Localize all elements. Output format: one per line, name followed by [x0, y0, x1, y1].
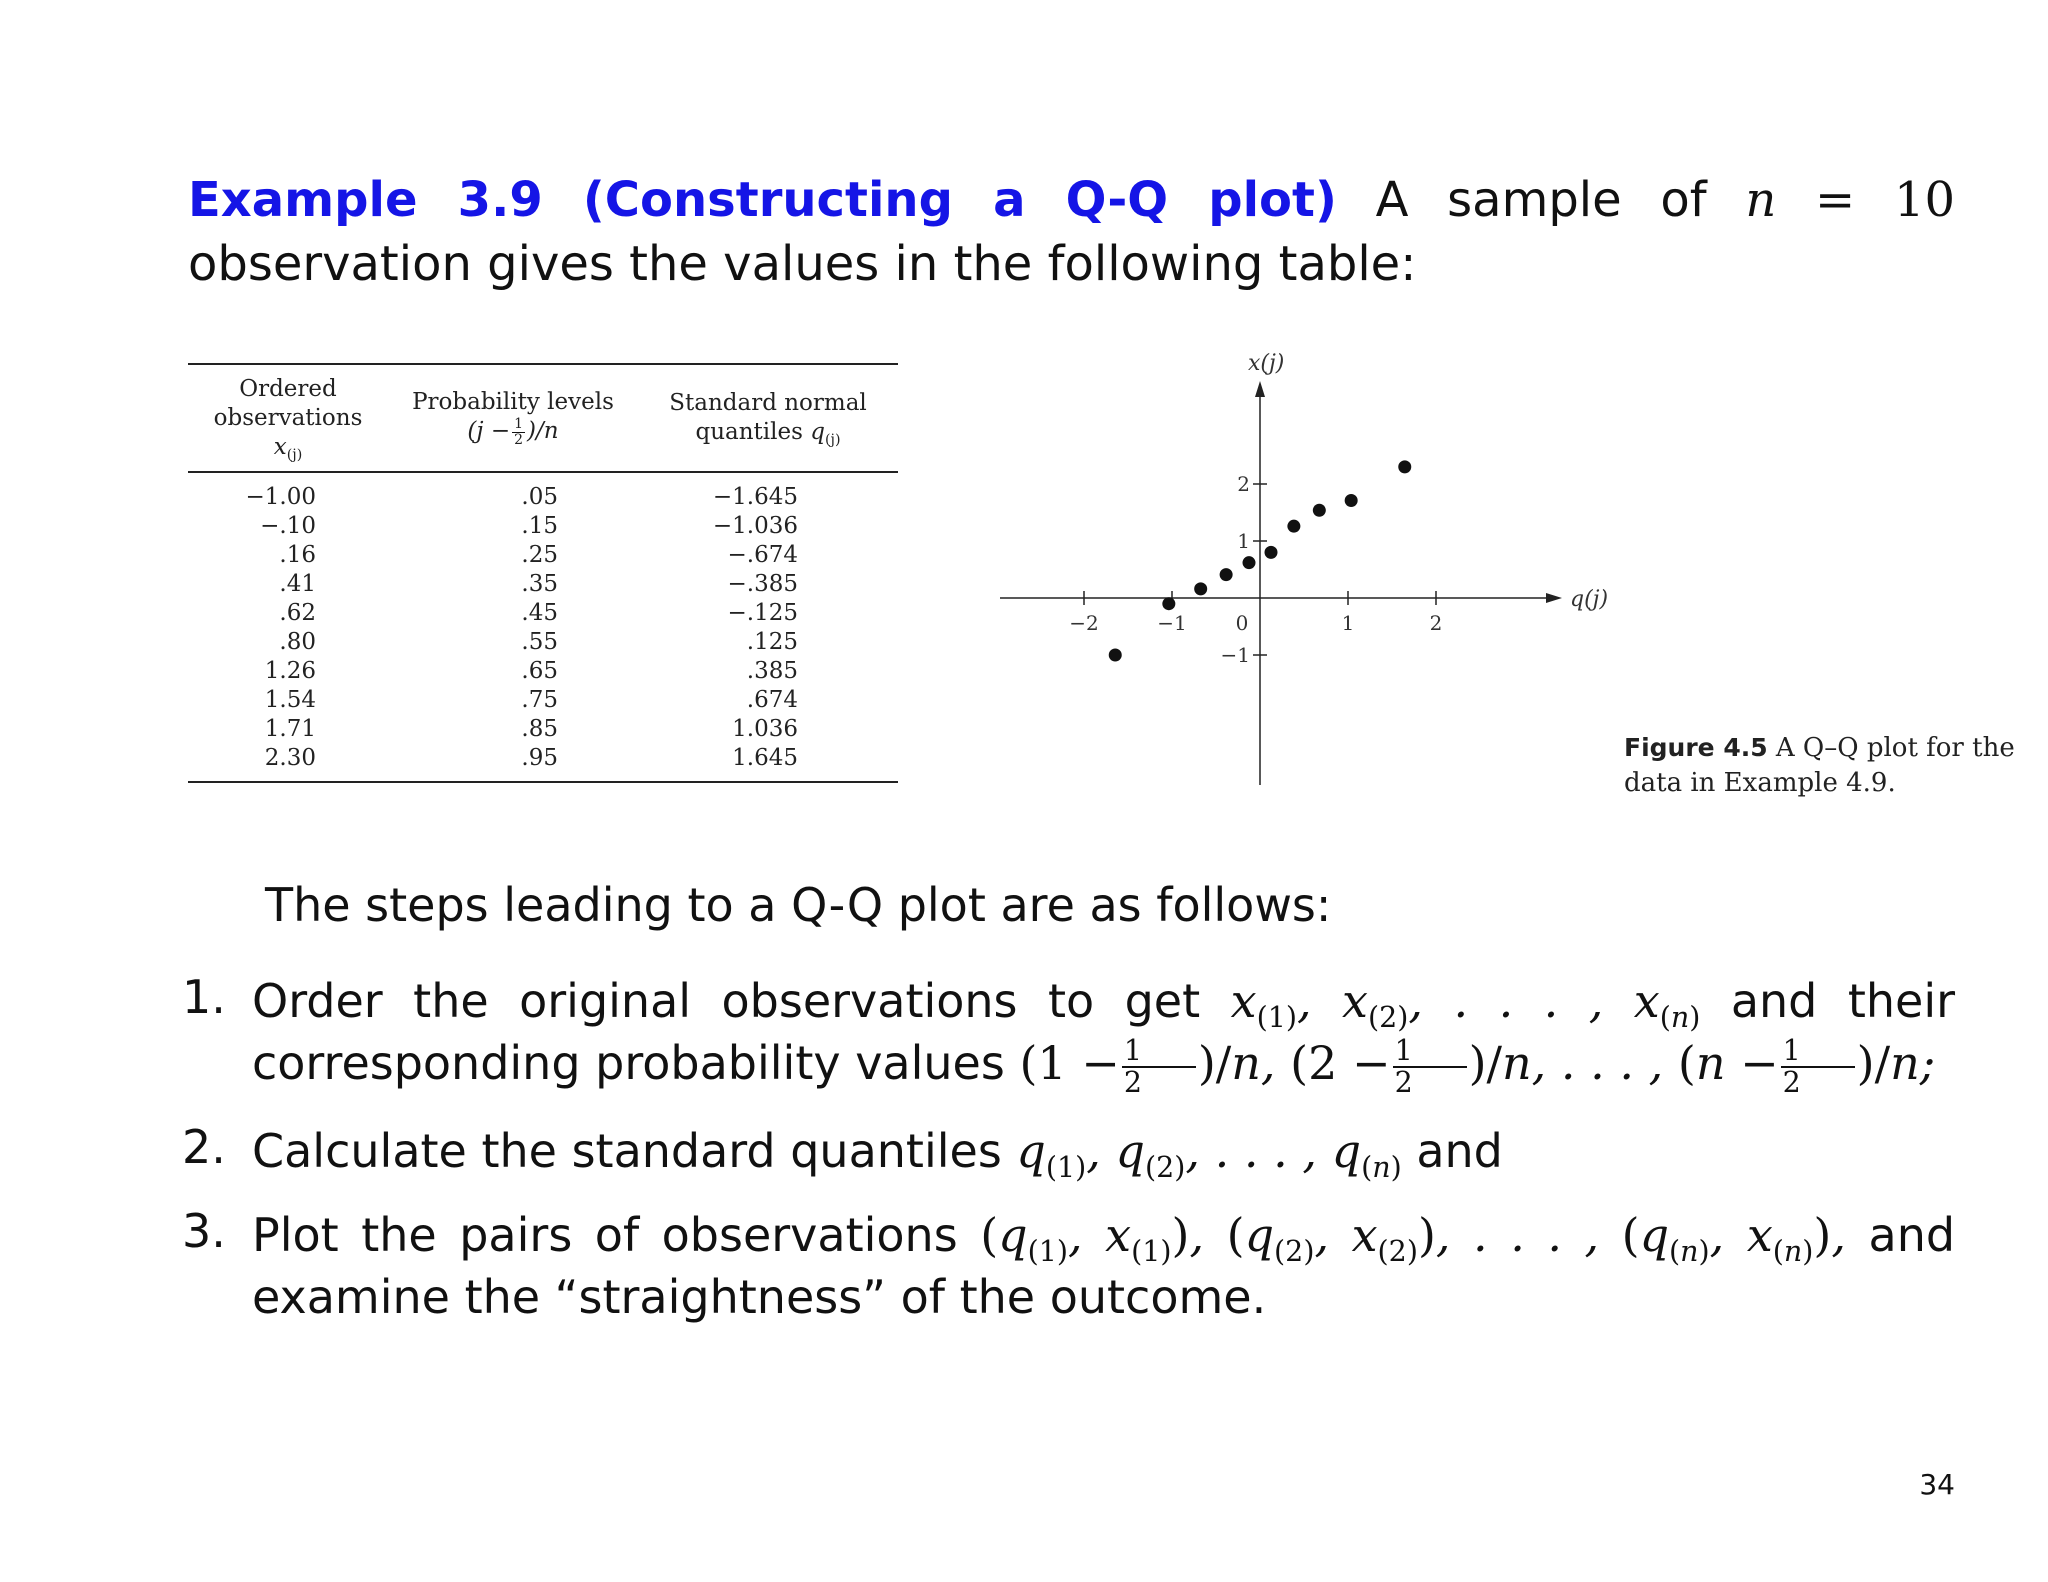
table-cell: −1.036	[712, 513, 798, 539]
heading-text-after: observation gives the values in the following table:	[188, 236, 1417, 292]
steps-intro: The steps leading to a Q-Q plot are as follows:	[265, 878, 1332, 932]
n-symbol: n	[1745, 172, 1777, 228]
table-cell: .45	[521, 600, 558, 626]
data-point	[1109, 649, 1122, 662]
table-cell: .16	[279, 542, 316, 568]
table-cell: .674	[746, 687, 798, 713]
y-tick-label: 1	[1237, 529, 1250, 553]
table-cell: .80	[279, 629, 316, 655]
table-cell: .62	[279, 600, 316, 626]
table-cell: .385	[746, 658, 798, 684]
x-tick-label: −1	[1157, 611, 1187, 635]
figure-caption	[1624, 730, 2024, 801]
table-row	[188, 570, 898, 599]
table-cell: .41	[279, 571, 316, 597]
table-cell: −.125	[727, 600, 798, 626]
x-tick-label: 0	[1235, 611, 1249, 635]
table-cell: 1.26	[264, 658, 316, 684]
table-cell: .25	[521, 542, 558, 568]
step-number: 1.	[182, 970, 226, 1024]
caption-text: A Q–Q plot for the data in Example 4.9.	[1624, 733, 2015, 798]
y-axis-label: x(j)	[1248, 351, 1285, 376]
col1-header: Ordered observations $x_{(j)}$	[213, 375, 363, 463]
y-tick-label: 2	[1237, 472, 1250, 496]
step-2: 2. Calculate the standard quantiles $q_{(1)}$, $q_{(2)}$, . . . , $q_{(n)}$ and	[182, 1119, 1503, 1184]
table-row	[188, 512, 898, 541]
x-axis-arrow	[1546, 593, 1562, 603]
step-number: 3.	[182, 1203, 226, 1258]
x-tick-label: 1	[1341, 611, 1355, 635]
col3-header: Standard normal quantiles $q_{(j)}$	[669, 390, 867, 448]
table-body	[188, 473, 898, 781]
data-point	[1220, 568, 1233, 581]
table-cell: .65	[521, 658, 558, 684]
table-cell: 1.54	[264, 687, 316, 713]
example-title: Example 3.9 (Constructing a Q-Q plot)	[188, 172, 1337, 228]
example-heading	[188, 168, 1955, 296]
figure-label: Figure 4.5	[1624, 733, 1768, 762]
table-cell: 1.036	[732, 716, 798, 742]
table-cell: .15	[521, 513, 558, 539]
table-row	[188, 686, 898, 715]
table-cell: −.385	[727, 571, 798, 597]
table-row	[188, 715, 898, 744]
table-cell: .95	[521, 745, 558, 771]
qq-data-table	[188, 363, 898, 783]
table-cell: −1.00	[245, 484, 316, 510]
data-point	[1345, 494, 1358, 507]
table-cell: 2.30	[264, 745, 316, 771]
table-row	[188, 657, 898, 686]
x-tick-label: 2	[1429, 611, 1443, 635]
n-value: 10	[1893, 172, 1956, 228]
table-row	[188, 628, 898, 657]
table-cell: .35	[521, 571, 558, 597]
data-point	[1313, 504, 1326, 517]
data-point	[1287, 520, 1300, 533]
table-row	[188, 541, 898, 570]
table-header	[188, 365, 898, 473]
table-row	[188, 599, 898, 628]
y-tick-label: −1	[1220, 643, 1250, 667]
equals-sign: =	[1815, 172, 1856, 228]
table-cell: .125	[746, 629, 798, 655]
step-2-math-a: $q_{(1)}$, $q_{(2)}$, . . . , $q_{(n)}$	[1016, 1123, 1402, 1184]
data-point	[1398, 460, 1411, 473]
table-cell: −.674	[727, 542, 798, 568]
table-cell: .05	[521, 484, 558, 510]
page-number: 34	[1919, 1468, 1955, 1501]
x-tick-label: −2	[1069, 611, 1099, 635]
table-cell: .75	[521, 687, 558, 713]
table-cell: 1.645	[732, 745, 798, 771]
table-cell: .85	[521, 716, 558, 742]
table-row	[188, 744, 898, 773]
step-1: 1. Order the original observations to get $x_{(1)}$, $x_{(2)}$, . . . , $x_{(n)}$ and their corresponding probability values (1 − $\frac{1}{2}$ )/n, (2 − $\frac{1}{2}$ )/n, . . . , (n − $\frac{1}{2}$ )/n;	[182, 970, 1956, 1099]
heading-text-before: A sample of	[1375, 172, 1707, 228]
steps-list	[182, 970, 1955, 1350]
table-cell: 1.71	[264, 716, 316, 742]
step-3: 3. Plot the pairs of observations ($q_{(1)}$, $x_{(1)}$), ($q_{(2)}$, $x_{(2)}$), . . . , ($q_{(n)}$, $x_{(n)}$), and examine the “straightness” of the outcome.	[182, 1204, 1955, 1328]
table-cell: −1.645	[712, 484, 798, 510]
step-3-math-a: ($q_{(1)}$, $x_{(1)}$), ($q_{(2)}$, $x_{(2)}$), . . . , ($q_{(n)}$, $x_{(n)}$),	[980, 1207, 1846, 1268]
step-number: 2.	[182, 1119, 226, 1174]
table-cell: .55	[521, 629, 558, 655]
data-point	[1162, 597, 1175, 610]
col2-header: Probability levels (j − $\frac{1}{2}$ )/n	[412, 389, 614, 448]
step-1-math-a: $x_{(1)}$, $x_{(2)}$, . . . , $x_{(n)}$	[1230, 974, 1701, 1034]
data-point	[1243, 556, 1256, 569]
data-point	[1265, 546, 1278, 559]
step-1-math-b: (1 − $\frac{1}{2}$ )/n, (2 − $\frac{1}{2}$ )/n, . . . , (n − $\frac{1}{2}$ )/n;	[1019, 1034, 1936, 1099]
qq-plot	[990, 345, 1610, 795]
y-axis-arrow	[1255, 381, 1265, 397]
table-row	[188, 483, 898, 512]
x-axis-label: q(j)	[1570, 587, 1609, 612]
data-point	[1194, 582, 1207, 595]
table-cell: −.10	[260, 513, 316, 539]
